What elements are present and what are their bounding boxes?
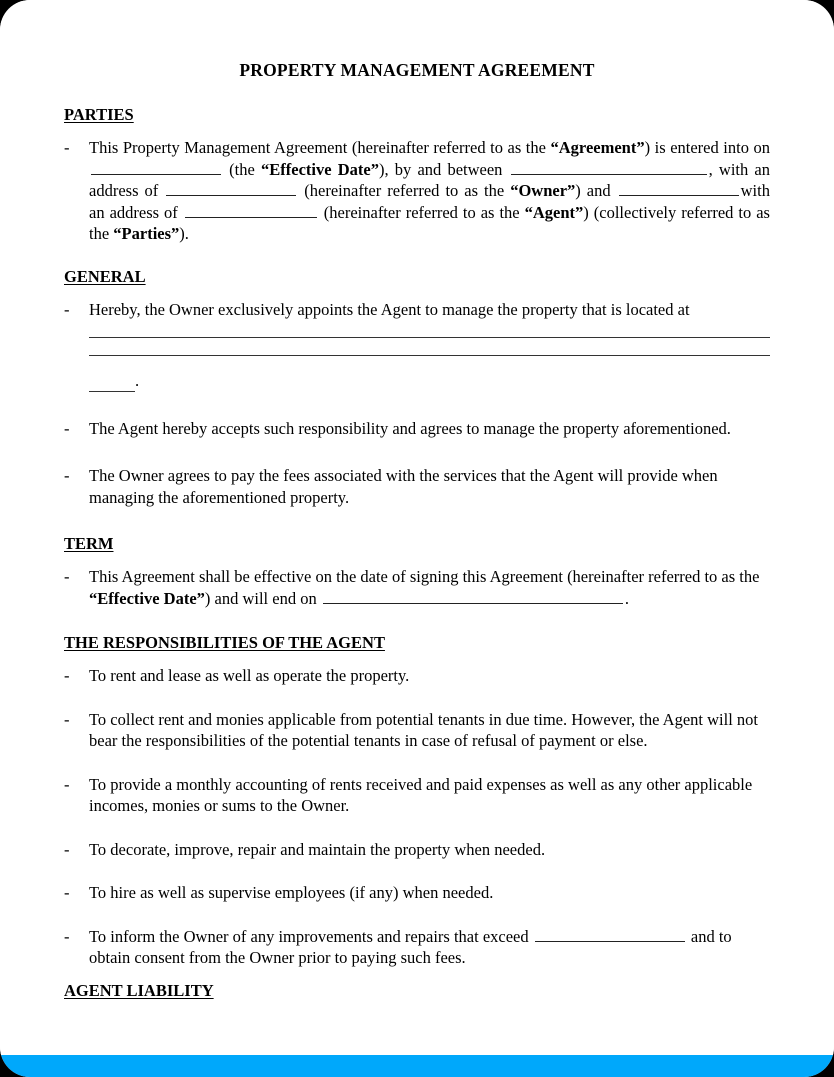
responsibility-item xyxy=(64,709,770,752)
parties-text-h: with an address of xyxy=(89,181,770,222)
bullet-marker: - xyxy=(64,839,70,859)
section-heading-responsibilities: THE RESPONSIBILITIES OF THE AGENT xyxy=(64,633,385,652)
bullet-marker: - xyxy=(64,466,70,485)
responsibility-item xyxy=(64,882,770,904)
parties-text-j: ) (collectively referred to as the xyxy=(89,202,770,243)
general-bullet-1-label: Hereby, the Owner exclusively appoints the Agent to manage the property that is located at xyxy=(89,299,690,319)
term-text-c: . xyxy=(624,588,629,608)
bullet-marker: - xyxy=(64,926,70,946)
general-bullet-3-text: The Owner agrees to pay the fees associated with the services that the Agent will provide when managing the aforementioned property. xyxy=(89,466,718,507)
improvement-amount-blank[interactable] xyxy=(535,927,685,942)
responsibility-last-b: and to obtain consent from the Owner prior to paying such fees. xyxy=(89,926,732,967)
term-parties: “Parties” xyxy=(113,224,180,243)
responsibility-item-text: To hire as well as supervise employees (if any) when needed. xyxy=(89,883,494,902)
agent-address-blank[interactable] xyxy=(185,203,317,218)
section-parties xyxy=(64,105,770,137)
responsibility-item-text: To collect rent and monies applicable from potential tenants in due time. However, the Agent will not bear the responsibilities of the potential tenants in case of refusal of payment or else. xyxy=(89,709,758,750)
section-heading-general: GENERAL xyxy=(64,266,146,286)
page-title: PROPERTY MANAGEMENT AGREEMENT xyxy=(239,60,595,80)
owner-name-blank[interactable] xyxy=(511,160,707,175)
responsibility-item-text: To rent and lease as well as operate the property. xyxy=(89,666,410,685)
property-address-line-2[interactable] xyxy=(89,355,770,356)
parties-text-i: (hereinafter referred to as the xyxy=(318,202,525,222)
term-owner: “Owner” xyxy=(510,181,576,200)
property-address-line-1[interactable] xyxy=(89,337,770,338)
agent-name-blank[interactable] xyxy=(619,181,739,196)
general-bullet-1 xyxy=(64,299,770,392)
parties-text-d: ), by and between xyxy=(378,159,509,179)
general-bullet-1-period: . xyxy=(135,371,140,390)
parties-paragraph xyxy=(89,137,770,245)
parties-text-b: ) is entered into on xyxy=(644,138,771,157)
responsibility-item xyxy=(64,839,770,861)
bullet-marker: - xyxy=(64,883,70,902)
term-bullet-1-text xyxy=(89,566,770,609)
term-text-a: This Agreement shall be effective on the date of signing this Agreement (hereinafter referred to as the xyxy=(89,567,760,586)
footer-accent-bar xyxy=(0,1055,834,1077)
bullet-marker: - xyxy=(64,138,70,157)
effective-date-blank[interactable] xyxy=(91,160,221,175)
responsibility-last-a: To inform the Owner of any improvements and repairs that exceed xyxy=(89,926,533,946)
owner-address-blank[interactable] xyxy=(166,181,296,196)
parties-bullet-1 xyxy=(64,137,770,245)
section-heading-term: TERM xyxy=(64,534,114,553)
term-agreement: “Agreement” xyxy=(550,138,645,157)
parties-text-e: , with an address of xyxy=(89,159,770,200)
section-heading-parties: PARTIES xyxy=(64,105,134,124)
term-bullet-1 xyxy=(64,566,770,609)
term-end-date-blank[interactable] xyxy=(323,589,623,604)
general-bullet-2 xyxy=(64,418,770,440)
bullet-marker: - xyxy=(64,299,70,319)
responsibility-item xyxy=(64,774,770,817)
bullet-marker: - xyxy=(64,418,70,438)
term-agent: “Agent” xyxy=(524,202,584,222)
parties-text-c: (the xyxy=(223,159,262,179)
section-heading-agent-liability: AGENT LIABILITY xyxy=(64,980,214,1000)
responsibility-item-text: To decorate, improve, repair and maintain the property when needed. xyxy=(89,839,546,859)
section-term xyxy=(64,534,770,566)
responsibility-item-text: To provide a monthly accounting of rents received and paid expenses as well as any other applicable incomes, monies or sums to the Owner. xyxy=(89,774,753,815)
term-effective-date: “Effective Date” xyxy=(261,159,379,179)
general-bullet-2-text: The Agent hereby accepts such responsibility and agrees to manage the property aforementioned. xyxy=(89,418,731,438)
parties-text-f: (hereinafter referred to as the xyxy=(298,181,511,200)
bullet-marker: - xyxy=(64,567,70,586)
responsibilities-list xyxy=(64,665,770,904)
bullet-marker: - xyxy=(64,774,70,794)
term-effective-date-2: “Effective Date” xyxy=(89,588,205,608)
section-general xyxy=(64,267,770,299)
term-text-b: ) and will end on xyxy=(204,588,321,608)
section-agent-liability xyxy=(64,981,770,1013)
property-address-line-3-wrap xyxy=(89,370,770,392)
bullet-marker: - xyxy=(64,666,70,685)
parties-text-a: This Property Management Agreement (hereinafter referred to as the xyxy=(89,138,551,157)
responsibility-item-last-text xyxy=(89,926,770,969)
property-address-line-3[interactable] xyxy=(89,391,135,392)
parties-text-g: ) and xyxy=(575,181,617,200)
bullet-marker: - xyxy=(64,709,70,729)
parties-text-k: ). xyxy=(179,224,189,243)
responsibility-item xyxy=(64,665,770,687)
general-bullet-3 xyxy=(64,465,770,508)
general-bullet-1-text xyxy=(89,299,770,392)
responsibility-item-last xyxy=(64,926,770,969)
section-responsibilities xyxy=(64,633,770,665)
